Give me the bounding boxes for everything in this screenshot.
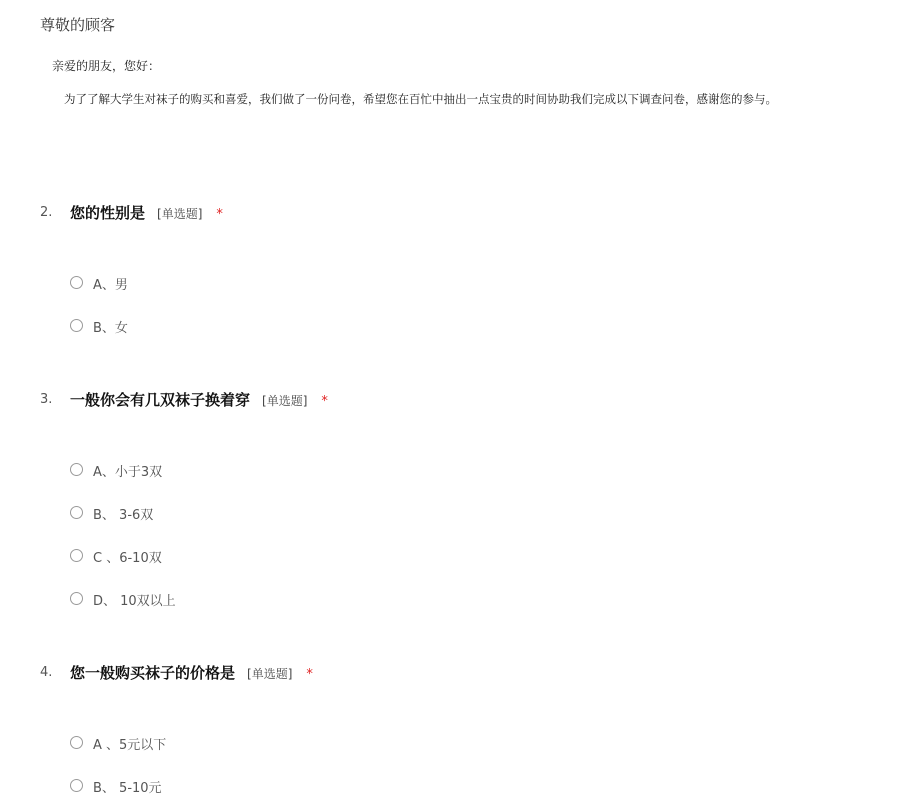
question-type: [单选题] [247, 667, 293, 681]
option-label[interactable]: A、小于3双 [93, 465, 163, 480]
radio-button[interactable] [70, 276, 83, 289]
option-radio[interactable] [70, 274, 370, 294]
option-radio[interactable] [70, 504, 370, 524]
question-header [0, 662, 900, 686]
required-marker: * [321, 394, 328, 409]
option-radio[interactable] [70, 547, 370, 567]
option-radio[interactable] [70, 734, 370, 754]
question-title-text: 您的性别是 [70, 204, 146, 222]
option-label[interactable]: D、 10双以上 [93, 594, 176, 609]
radio-button[interactable] [70, 779, 83, 792]
radio-button[interactable] [70, 592, 83, 605]
radio-button[interactable] [70, 549, 83, 562]
option-label[interactable]: B、女 [93, 321, 128, 336]
greeting-text: 亲爱的朋友，您好： [52, 59, 161, 73]
option-label[interactable]: A、男 [93, 278, 128, 293]
question-title-text: 一般你会有几双袜子换着穿 [70, 391, 251, 409]
radio-button[interactable] [70, 319, 83, 332]
question-header [0, 389, 900, 413]
radio-button[interactable] [70, 736, 83, 749]
required-marker: * [306, 667, 313, 682]
question-type: [单选题] [157, 207, 203, 221]
radio-button[interactable] [70, 463, 83, 476]
question-title [70, 389, 328, 410]
option-radio[interactable] [70, 461, 370, 481]
question-number: 3. [40, 392, 53, 407]
option-label[interactable]: B、 3-6双 [93, 508, 154, 523]
radio-button[interactable] [70, 506, 83, 519]
survey-title: 尊敬的顾客 [40, 16, 116, 34]
question-number: 4. [40, 665, 53, 680]
option-label[interactable]: C 、6-10双 [93, 551, 162, 566]
option-label[interactable]: A 、5元以下 [93, 738, 167, 753]
question-type: [单选题] [262, 394, 308, 408]
question-header [0, 202, 900, 226]
option-radio[interactable] [70, 317, 370, 337]
option-radio[interactable] [70, 590, 370, 610]
question-title [70, 662, 313, 683]
question-title-text: 您一般购买袜子的价格是 [70, 664, 236, 682]
option-radio[interactable] [70, 777, 370, 797]
question-title [70, 202, 223, 223]
question-number: 2. [40, 205, 53, 220]
option-label[interactable]: B、 5-10元 [93, 781, 162, 796]
required-marker: * [216, 207, 223, 222]
intro-text: 为了了解大学生对袜子的购买和喜爱，我们做了一份问卷，希望您在百忙中抽出一点宝贵的时间协助我们完成以下调查问卷，感谢您的参与。 [64, 92, 777, 106]
